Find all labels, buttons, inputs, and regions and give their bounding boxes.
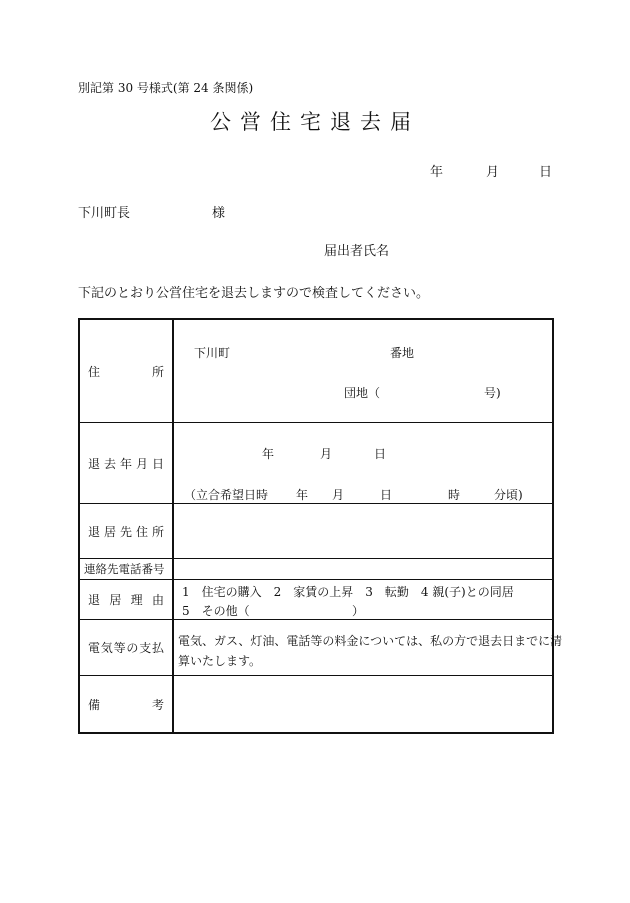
banchi-label: 番地 [390,346,415,360]
utilities-label-char: 気 [100,641,113,655]
applicant-name-label: 届出者氏名 [324,244,390,259]
reason-label [80,580,174,619]
new-address-field[interactable] [174,504,552,558]
reason-label-char: 理 [130,593,143,607]
remarks-label-char: 備 [88,697,101,712]
reason-label-char: 由 [151,593,164,607]
date-month-label: 月 [486,165,500,180]
move-out-year: 年 [262,447,275,461]
witness-day: 日 [380,488,393,502]
move-out-label-char: 日 [151,456,164,471]
phone-field[interactable] [174,559,552,579]
reason-row [80,580,552,620]
phone-label-text: 連絡先電話番号 [84,562,165,576]
utilities-row [80,620,563,676]
move-out-label-char: 去 [103,456,116,471]
move-out-date-label [80,423,174,503]
honorific: 様 [212,206,226,221]
new-address-label-char: 居 [103,524,116,539]
move-out-day: 日 [374,447,387,461]
reason-other-suffix: ） [352,604,365,618]
form-table [78,318,563,734]
witness-hour: 時 [448,488,461,502]
phone-label [80,559,174,579]
reason-options-line1: 1 住宅の購入 2 家賃の上昇 3 転勤 4 親(子)との同居 [182,585,514,599]
new-address-label-char: 所 [151,524,164,539]
addressee: 下川町長 [78,206,131,221]
move-out-month: 月 [320,447,333,461]
reason-label-char: 居 [109,593,122,607]
move-out-label-char: 退 [88,456,101,471]
new-address-label [80,504,174,558]
town-name: 下川町 [194,346,231,360]
reason-label-char: 退 [88,593,101,607]
remarks-label-char: 考 [151,697,164,712]
utilities-text-line2: 算いたします。 [178,654,262,668]
document-title: 公営住宅退去届 [210,110,420,134]
go-label: 号) [484,386,501,400]
date-year-label: 年 [430,165,444,180]
reason-other-prefix: 5 その他（ [182,604,250,618]
phone-row [80,559,552,580]
intro-text: 下記のとおり公営住宅を退去しますので検査してください。 [78,286,430,301]
move-out-date-field[interactable] [174,423,552,503]
utilities-label [80,620,174,675]
date-day-label: 日 [539,165,553,180]
address-label [80,320,174,422]
address-row [80,320,552,423]
move-out-date-row [80,423,552,504]
remarks-row [80,676,552,732]
utilities-label-char: 払 [151,641,164,655]
reason-field[interactable] [174,580,552,619]
address-label-char: 所 [151,364,164,379]
witness-month: 月 [332,488,345,502]
remarks-field[interactable] [174,676,552,732]
danchi-label: 団地（ [344,386,381,400]
utilities-label-char: 支 [139,641,152,655]
move-out-label-char: 月 [135,456,148,471]
new-address-row [80,504,552,559]
witness-minute: 分頃) [494,488,523,502]
witness-year: 年 [296,488,309,502]
address-field[interactable] [174,320,552,422]
new-address-label-char: 退 [88,524,101,539]
utilities-label-char: 電 [88,641,101,655]
utilities-text-line1: 電気、ガス、灯油、電話等の料金については、私の方で退去日までに清 [178,634,563,648]
move-out-label-char: 年 [119,456,132,471]
utilities-field [174,620,563,675]
remarks-label [80,676,174,732]
form-number: 別記第 30 号様式(第 24 条関係) [78,81,254,95]
address-label-char: 住 [88,364,101,379]
utilities-label-char: 等 [113,641,126,655]
new-address-label-char: 住 [135,524,148,539]
utilities-label-char: の [126,641,139,655]
new-address-label-char: 先 [119,524,132,539]
witness-prefix: （立合希望日時 [184,488,269,502]
